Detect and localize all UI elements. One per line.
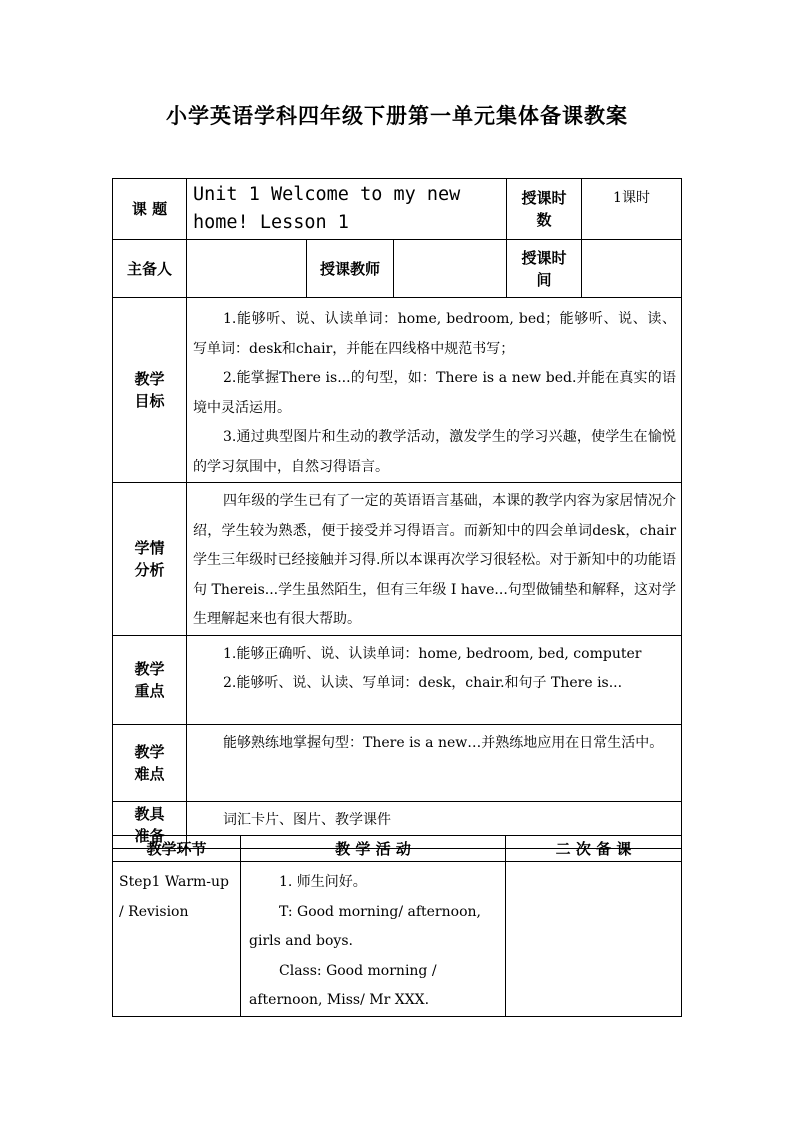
key-point-item: 1.能够正确听、说、认读单词：home, bedroom, bed, computer xyxy=(223,645,642,662)
analysis-row xyxy=(113,483,682,636)
process-row xyxy=(113,862,682,1017)
col-step-header: 教学环节 xyxy=(113,836,241,862)
materials-text: 词汇卡片、图片、教学课件 xyxy=(223,811,391,828)
activity-line: T: Good morning/ afternoon, girls and boys. xyxy=(249,903,481,949)
goals-row xyxy=(113,298,682,483)
topic-label: 课 题 xyxy=(113,179,187,240)
difficulties-row xyxy=(113,724,682,801)
analysis-content xyxy=(187,483,682,636)
col-second-header: 二 次 备 课 xyxy=(506,836,682,862)
teacher-value xyxy=(394,240,507,298)
goals-content xyxy=(187,298,682,483)
goal-item: 3.通过典型图片和生动的教学活动，激发学生的学习兴趣，使学生在愉悦的学习氛围中，自然习得语言。 xyxy=(193,429,677,475)
materials-label: 教具准备 xyxy=(113,801,187,848)
key-points-content xyxy=(187,635,682,724)
goal-item: 1.能够听、说、认读单词：home, bedroom, bed；能够听、说、读、写单词：desk和chair，并能在四线格中规范书写； xyxy=(193,311,677,357)
hours-value: 1课时 xyxy=(582,179,682,240)
analysis-text: 四年级的学生已有了一定的英语语言基础，本课的教学内容为家居情况介绍，学生较为熟悉，便于接受并习得语言。而新知中的四会单词desk，chair学生三年级时已经接触并习得.所以本课再次学习很轻松。对于新知中的功能语句 Thereis...学生虽然陌生，但有三年级 I have...句型做铺垫和解释，这对学生理解起来也有很大帮助。 xyxy=(193,493,677,627)
analysis-label: 学情分析 xyxy=(113,483,187,636)
teacher-label: 授课教师 xyxy=(307,240,394,298)
goals-label: 教学目标 xyxy=(113,298,187,483)
key-point-item: 2.能够听、说、认读、写单词：desk，chair.和句子 There is... xyxy=(223,675,623,691)
process-table xyxy=(112,835,682,1017)
col-activity-header: 教 学 活 动 xyxy=(241,836,506,862)
step-name: Step1 Warm-up / Revision xyxy=(113,862,241,1017)
process-header-row xyxy=(113,836,682,862)
topic-row xyxy=(113,179,682,240)
activity-line: Class: Good morning / afternoon, Miss/ Mr XXX. xyxy=(249,962,437,1008)
difficulties-text: 能够熟练地掌握句型：There is a new…并熟练地应用在日常生活中。 xyxy=(223,734,664,751)
lesson-info-table xyxy=(112,178,682,849)
time-value xyxy=(582,240,682,298)
lead-label: 主备人 xyxy=(113,240,187,298)
key-points-row xyxy=(113,635,682,724)
page-title: 小学英语学科四年级下册第一单元集体备课教案 xyxy=(166,104,628,128)
goal-item: 2.能掌握There is...的句型，如：There is a new bed.并能在真实的语境中灵活运用。 xyxy=(193,370,677,416)
difficulties-content xyxy=(187,724,682,801)
key-points-label: 教学重点 xyxy=(113,635,187,724)
time-label: 授课时间 xyxy=(507,240,582,298)
second-prep-cell xyxy=(506,862,682,1017)
lead-row xyxy=(113,240,682,298)
topic-value: Unit 1 Welcome to my new home! Lesson 1 xyxy=(187,179,507,240)
difficulties-label: 教学难点 xyxy=(113,724,187,801)
activity-content xyxy=(241,862,506,1017)
lead-value xyxy=(187,240,307,298)
hours-label: 授课时数 xyxy=(507,179,582,240)
activity-line: 1. 师生问好。 xyxy=(279,874,367,890)
